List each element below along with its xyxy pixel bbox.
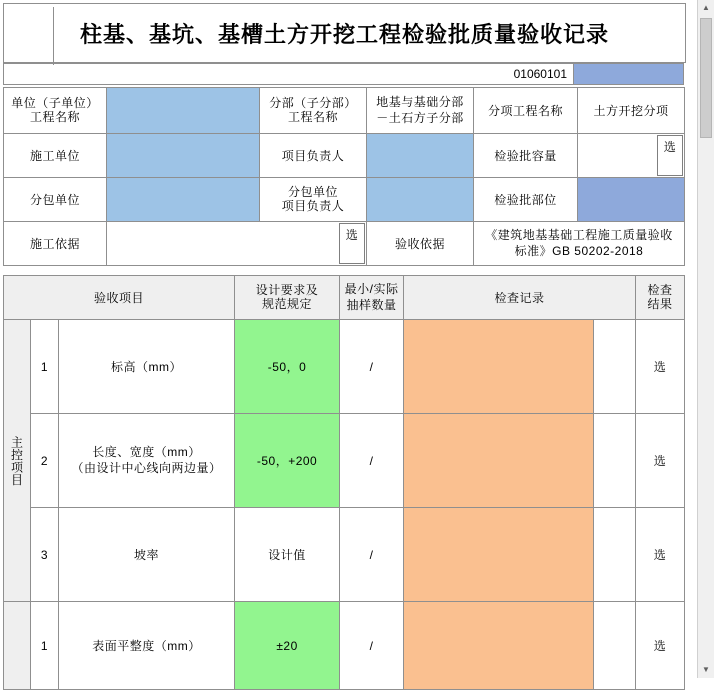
group-label-general-items bbox=[4, 602, 31, 690]
label-construction-unit: 施工单位 bbox=[4, 134, 107, 178]
item-record[interactable] bbox=[404, 414, 594, 508]
item-name: 表面平整度（mm） bbox=[59, 602, 235, 690]
item-spec[interactable]: -50，+200 bbox=[235, 414, 340, 508]
select-button-batch-capacity[interactable]: 选 bbox=[657, 135, 683, 176]
field-project-leader[interactable] bbox=[367, 134, 474, 178]
table-row bbox=[4, 508, 685, 602]
item-spec[interactable]: 设计值 bbox=[235, 508, 340, 602]
item-spec[interactable]: -50，0 bbox=[235, 320, 340, 414]
row-number: 1 bbox=[31, 602, 59, 690]
label-subcontract-unit: 分包单位 bbox=[4, 178, 107, 222]
row-number: 2 bbox=[31, 414, 59, 508]
label-acceptance-basis: 验收依据 bbox=[367, 222, 474, 266]
label-subcontract-leader: 分包单位 项目负责人 bbox=[260, 178, 367, 222]
field-batch-location[interactable] bbox=[578, 178, 685, 222]
field-subitem-project-name[interactable]: 土方开挖分项 bbox=[578, 88, 685, 134]
column-header-spec: 设计要求及 规范规定 bbox=[235, 276, 340, 320]
table-row bbox=[4, 602, 685, 690]
item-result[interactable]: 选 bbox=[636, 320, 685, 414]
label-construction-basis: 施工依据 bbox=[4, 222, 107, 266]
group-label-main-items: 主控项目 bbox=[4, 320, 31, 602]
column-header-result: 检查 结果 bbox=[636, 276, 685, 320]
table-row bbox=[4, 320, 685, 414]
field-unit-project-name[interactable] bbox=[107, 88, 260, 134]
column-header-sample: 最小/实际 抽样数量 bbox=[340, 276, 404, 320]
code-fill-cell[interactable] bbox=[574, 64, 683, 84]
field-construction-unit[interactable] bbox=[107, 134, 260, 178]
field-division-project-name[interactable]: 地基与基础分部 －土石方子分部 bbox=[367, 88, 474, 134]
item-record-extra[interactable] bbox=[594, 320, 636, 414]
item-record[interactable] bbox=[404, 508, 594, 602]
item-name: 坡率 bbox=[59, 508, 235, 602]
label-project-leader: 项目负责人 bbox=[260, 134, 367, 178]
row-number: 3 bbox=[31, 508, 59, 602]
table-row bbox=[4, 88, 685, 134]
title-left-column bbox=[7, 7, 54, 65]
item-sample[interactable]: / bbox=[340, 508, 404, 602]
vertical-scrollbar[interactable] bbox=[697, 0, 714, 678]
column-header-record: 检查记录 bbox=[404, 276, 636, 320]
item-result[interactable]: 选 bbox=[636, 508, 685, 602]
item-record-extra[interactable] bbox=[594, 508, 636, 602]
scroll-down-icon[interactable]: ▼ bbox=[698, 662, 714, 678]
item-result[interactable]: 选 bbox=[636, 414, 685, 508]
item-record-extra[interactable] bbox=[594, 602, 636, 690]
label-batch-location: 检验批部位 bbox=[474, 178, 578, 222]
table-row bbox=[4, 134, 685, 178]
table-header-row bbox=[4, 276, 685, 320]
item-name: 标高（mm） bbox=[59, 320, 235, 414]
column-header-item: 验收项目 bbox=[4, 276, 235, 320]
field-batch-capacity[interactable] bbox=[578, 134, 685, 178]
field-subcontract-unit[interactable] bbox=[107, 178, 260, 222]
item-record[interactable] bbox=[404, 602, 594, 690]
page-title: 柱基、基坑、基槽土方开挖工程检验批质量验收记录 bbox=[79, 21, 609, 47]
scroll-up-icon[interactable]: ▲ bbox=[698, 0, 714, 16]
code-row bbox=[3, 63, 684, 85]
table-row bbox=[4, 178, 685, 222]
item-sample[interactable]: / bbox=[340, 320, 404, 414]
item-result[interactable]: 选 bbox=[636, 602, 685, 690]
table-row bbox=[4, 222, 685, 266]
table-row bbox=[4, 414, 685, 508]
label-division-project-name: 分部（子分部） 工程名称 bbox=[260, 88, 367, 134]
label-subitem-project-name: 分项工程名称 bbox=[474, 88, 578, 134]
item-sample[interactable]: / bbox=[340, 414, 404, 508]
field-acceptance-basis[interactable]: 《建筑地基基础工程施工质量验收 标准》GB 50202-2018 bbox=[474, 222, 685, 266]
document-code: 01060101 bbox=[4, 64, 574, 84]
scrollbar-thumb[interactable] bbox=[700, 18, 712, 138]
select-button-construction-basis[interactable]: 选 bbox=[339, 223, 365, 264]
inspection-items-table bbox=[3, 275, 685, 690]
field-construction-basis[interactable] bbox=[107, 222, 367, 266]
field-subcontract-leader[interactable] bbox=[367, 178, 474, 222]
header-info-table bbox=[3, 87, 685, 266]
label-unit-project-name: 单位（子单位） 工程名称 bbox=[4, 88, 107, 134]
item-name: 长度、宽度（mm） （由设计中心线向两边量） bbox=[59, 414, 235, 508]
item-sample[interactable]: / bbox=[340, 602, 404, 690]
label-batch-capacity: 检验批容量 bbox=[474, 134, 578, 178]
item-record[interactable] bbox=[404, 320, 594, 414]
item-spec[interactable]: ±20 bbox=[235, 602, 340, 690]
item-record-extra[interactable] bbox=[594, 414, 636, 508]
row-number: 1 bbox=[31, 320, 59, 414]
document-title-cell bbox=[3, 3, 686, 63]
